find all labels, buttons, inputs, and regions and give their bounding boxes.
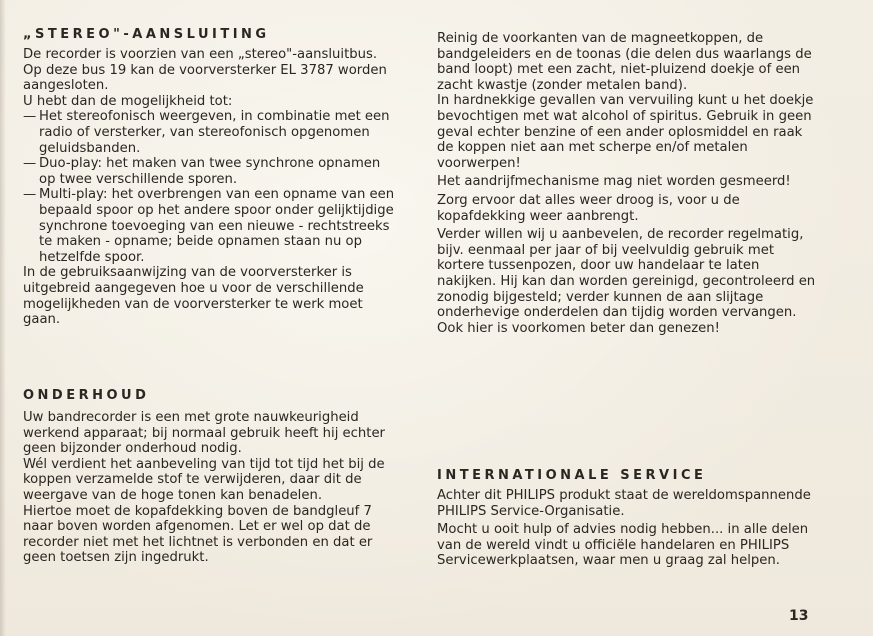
page-number: 13 bbox=[789, 608, 809, 624]
onderhoud-cover-note: Hiertoe moet de kopafdekking boven de bandgleuf 7 naar boven worden afgenomen. Let er wel op dat de recorder niet met het lichtnet is verbonden en dat er geen toetsen zijn ingedrukt. bbox=[23, 503, 373, 566]
cleaning-stubborn-dirt: In hardnekkige gevallen van vervuiling kunt u het doekje bevochtigen met wat alcohol of spiritus. Gebruik in geen geval echter benzine of een ander oplosmiddel en raak de koppen niet aan met scherpe en/of metalen voorwerpen! bbox=[437, 93, 814, 171]
stereo-intro: De recorder is voorzien van een „stereo"-aansluitbus. Op deze bus 19 kan de voorversterker EL 3787 worden aangesloten. bbox=[23, 47, 387, 94]
cleaning-dry-before-cover: Zorg ervoor dat alles weer droog is, voor u de kopafdekking weer aanbrengt. bbox=[437, 192, 740, 224]
stereo-option-text: Multi-play: het overbrengen van een opname van een bepaald spoor op het andere spoor onder gelijktijdige synchrone toevoeging van een nieuwe - rechtstreeks te maken - opname; beide opnamen staan nu op hetzelfde spoor. bbox=[39, 187, 395, 265]
stereo-option-duo-play bbox=[23, 156, 398, 187]
dash-marker: — bbox=[23, 156, 37, 172]
dash-marker: — bbox=[23, 109, 37, 125]
page-fold-shadow bbox=[0, 0, 6, 636]
stereo-option-text: Het stereofonisch weergeven, in combinatie met een radio of versterker, van stereofonisch opgenomen geluidsbanden. bbox=[39, 109, 390, 156]
cleaning-heads: Reinig de voorkanten van de magneetkoppen, de bandgeleiders en de toonas (die delen dus waarlangs de band loopt) met een zacht, niet-pluizend doekje of een zacht kwastje (zonder metalen band). bbox=[437, 31, 812, 93]
service-worldwide: Mocht u ooit hulp of advies nodig hebben... in alle delen van de wereld vindt u officiële handelaren en PHILIPS Servicewerkplaatsen, waar men u graag zal helpen. bbox=[437, 522, 809, 569]
stereo-heading: „STEREO"-AANSLUITING bbox=[23, 27, 270, 42]
service-organisation: Achter dit PHILIPS produkt staat de wereldomspannende PHILIPS Service-Organisatie. bbox=[437, 488, 811, 519]
onderhoud-dust-note: Wél verdient het aanbeveling van tijd tot tijd het bij de koppen verzamelde stof te verwijderen, daar dit de weergave van de hoge tonen kan benadelen. bbox=[23, 456, 385, 503]
onderhoud-intro: Uw bandrecorder is een met grote nauwkeurigheid werkend apparaat; bij normaal gebruik heeft hij echter geen bijzonder onderhoud nodig. bbox=[23, 410, 385, 457]
stereo-manual-note: In de gebruiksaanwijzing van de voorversterker is uitgebreid aangegeven hoe u voor de verschillende mogelijkheden van de voorversterker te werk moet gaan. bbox=[23, 265, 364, 328]
stereo-option-stereo bbox=[23, 109, 398, 156]
onderhoud-section bbox=[23, 388, 398, 566]
cleaning-section bbox=[437, 31, 819, 336]
onderhoud-heading: ONDERHOUD bbox=[23, 388, 150, 403]
stereo-option-text: Duo-play: het maken van twee synchrone opnamen op twee verschillende sporen. bbox=[39, 156, 381, 187]
service-section bbox=[437, 468, 819, 569]
dash-marker: — bbox=[23, 187, 37, 203]
stereo-option-multi-play bbox=[23, 187, 398, 265]
cleaning-regular-check: Verder willen wij u aanbevelen, de recorder regelmatig, bijv. eenmaal per jaar of bij veelvuldig gebruik met kortere tussenpozen, door uw handelaar te laten nakijken. Hij kan dan worden gereinigd, gecontroleerd en zonodig bijgesteld; verder kunnen de aan slijtage onderhevige onderdelen dan tijdig worden vervangen. Ook hier is voorkomen beter dan genezen! bbox=[437, 227, 816, 336]
stereo-section bbox=[23, 27, 398, 328]
stereo-possibilities-lead: U hebt dan de mogelijkheid tot: bbox=[23, 93, 233, 109]
service-heading: INTERNATIONALE SERVICE bbox=[437, 468, 707, 483]
cleaning-no-lubrication: Het aandrijfmechanisme mag niet worden gesmeerd! bbox=[437, 174, 791, 190]
